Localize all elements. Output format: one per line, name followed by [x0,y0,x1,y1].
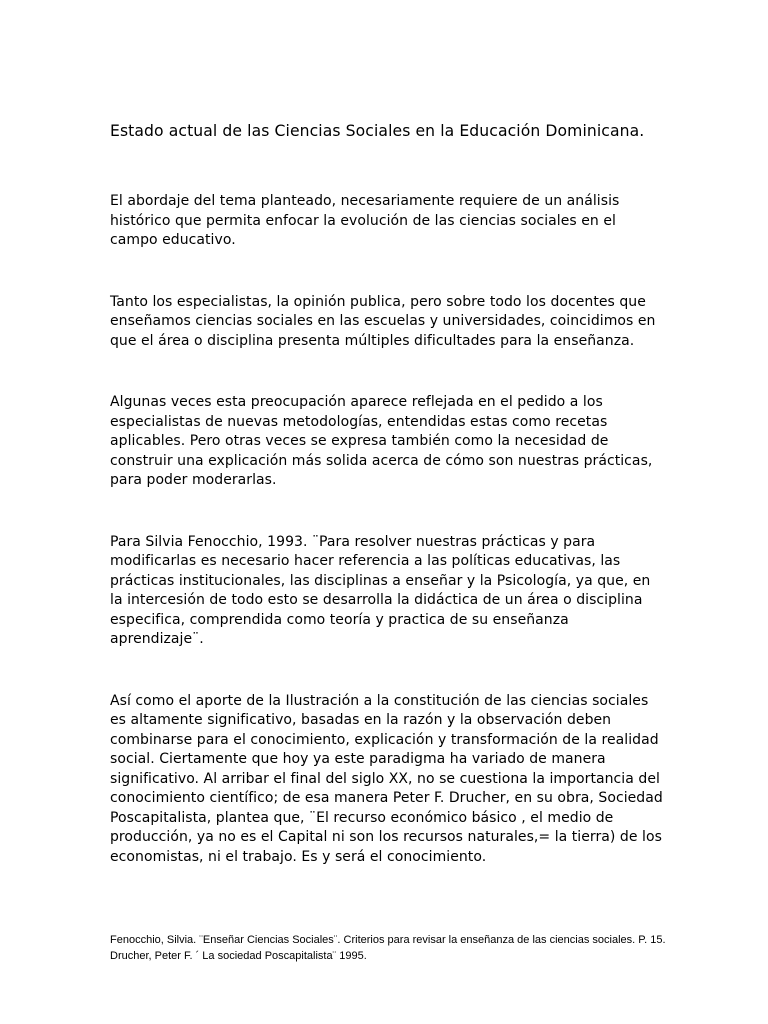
footnotes [110,932,666,964]
document-title: Estado actual de las Ciencias Sociales en la Educación Dominicana. [110,122,645,140]
paragraph-2: Tanto los especialistas, la opinión publica, pero sobre todo los docentes que enseñamos ciencias sociales en las escuelas y universidades, coincidimos en que el área o disciplina presenta múltiples dificultades para la enseñanza. [110,293,656,349]
footnote-2: Drucher, Peter F. ´ La sociedad Poscapitalista¨ 1995. [110,950,367,962]
document-body [110,120,666,867]
footnote-1: Fenocchio, Silvia. ¨Enseñar Ciencias Sociales¨. Criterios para revisar la enseñanza de las ciencias sociales. P. 15. [110,934,666,946]
paragraph-4: Para Silvia Fenocchio, 1993. ¨Para resolver nuestras prácticas y para modificarlas es necesario hacer referencia a las políticas educativas, las prácticas institucionales, las disciplinas a enseñar y la Psicología, ya que, en la intercesión de todo esto se desarrolla la didáctica de un área o disciplina especifica, comprendida como teoría y practica de su enseñanza aprendizaje¨. [110,533,651,647]
paragraph-1: El abordaje del tema planteado, necesariamente requiere de un análisis histórico que permita enfocar la evolución de las ciencias sociales en el campo educativo. [110,193,620,248]
paragraph-5: Así como el aporte de la Ilustración a la constitución de las ciencias sociales es altamente significativo, basadas en la razón y la observación deben combinarse para el conocimiento, explicación y transformación de la realidad social. Ciertamente que hoy ya este paradigma ha variado de manera significativo. Al arribar el final del siglo XX, no se cuestiona la importancia del conocimiento científico; de esa manera Peter F. Drucher, en su obra, Sociedad Poscapitalista, plantea que, ¨El recurso económico básico , el medio de producción, ya no es el Capital ni son los recursos naturales,= la tierra) de los economistas, ni el trabajo. Es y será el conocimiento. [110,692,663,865]
paragraph-3: Algunas veces esta preocupación aparece reflejada en el pedido a los especialistas de nuevas metodologías, entendidas estas como recetas aplicables. Pero otras veces se expresa también como la necesidad de construir una explicación más solida acerca de cómo son nuestras prácticas, para poder moderarlas. [110,394,653,488]
